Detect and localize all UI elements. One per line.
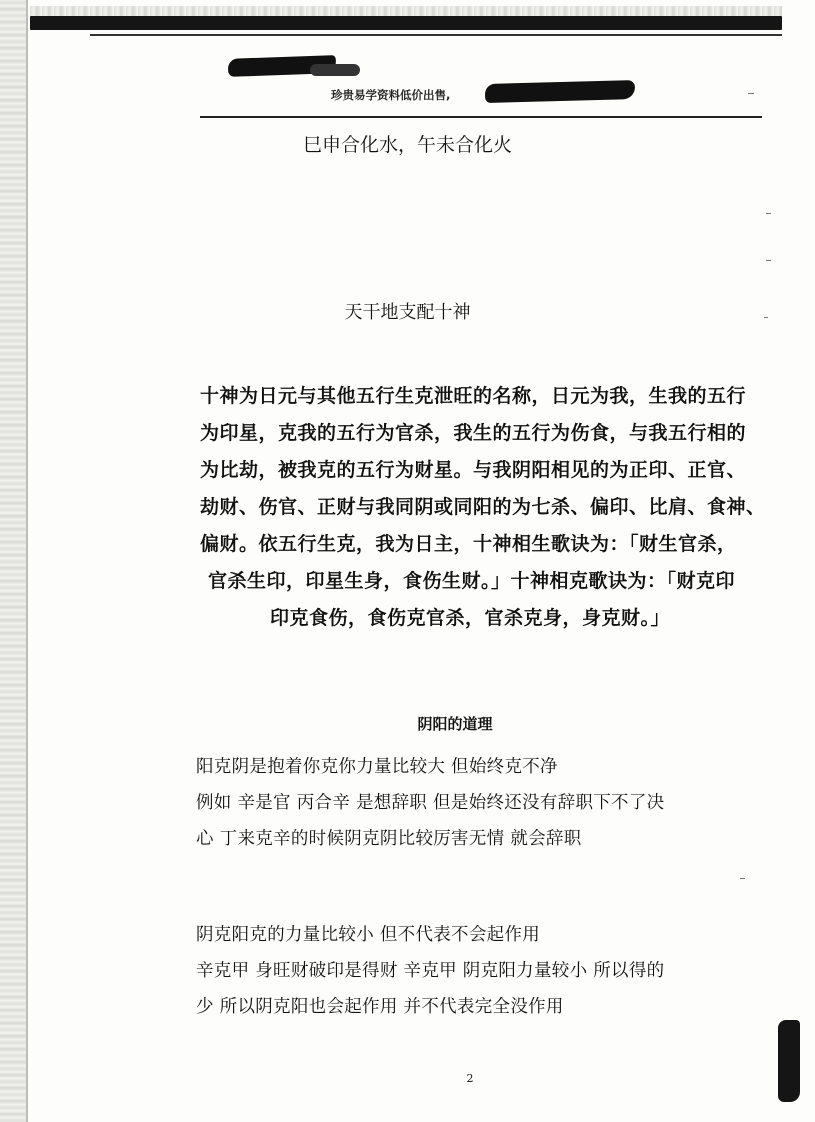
body-line: 阴克阳克的力量比较小 但不代表不会起作用 bbox=[196, 925, 541, 945]
redaction-mark-left-tail bbox=[310, 64, 360, 76]
paragraph-line: 为印星，克我的五行为官杀，我生的五行为伤食，与我五行相的 bbox=[200, 422, 747, 444]
yang-restrains-yin-block bbox=[196, 749, 776, 857]
scan-speck bbox=[766, 213, 771, 214]
page-number: 2 bbox=[466, 1072, 474, 1085]
body-line: 辛克甲 身旺财破印是得财 辛克甲 阴克阳力量较小 所以得的 bbox=[196, 961, 665, 981]
scan-speck bbox=[740, 878, 745, 879]
scan-edge-shadow bbox=[0, 0, 26, 1122]
scan-speck bbox=[748, 93, 754, 94]
ten-gods-paragraph bbox=[200, 378, 766, 637]
body-line: 例如 辛是官 丙合辛 是想辞职 但是始终还没有辞职下不了决 bbox=[196, 793, 665, 813]
header-watermark: 珍贵易学资料低价出售, bbox=[331, 88, 451, 102]
paragraph-line: 官杀生印，印星生身，食伤生财。」十神相克歌诀为：「财克印 bbox=[208, 570, 736, 592]
top-border-bar bbox=[30, 16, 782, 30]
paragraph-line: 劫财、伤官、正财与我同阴或同阳的为七杀、偏印、比肩、食神、 bbox=[200, 496, 766, 518]
section-heading-combinations: 巳申合化水，午未合化火 bbox=[302, 134, 512, 156]
section-heading-ten-gods: 天干地支配十神 bbox=[344, 302, 471, 323]
paragraph-line: 为比劫，被我克的五行为财星。与我阴阳相见的为正印、正官、 bbox=[200, 459, 747, 481]
redaction-mark-right bbox=[485, 80, 635, 103]
scan-edge-line bbox=[26, 0, 28, 1122]
section-heading-yin-yang: 阴阳的道理 bbox=[417, 715, 493, 733]
body-line: 心 丁来克辛的时候阴克阴比较厉害无情 就会辞职 bbox=[196, 829, 582, 849]
top-border-line bbox=[90, 34, 782, 36]
scan-top-noise bbox=[30, 6, 782, 16]
header-rule bbox=[200, 116, 762, 118]
scan-ink-blot bbox=[778, 1020, 800, 1102]
paragraph-line: 偏财。依五行生克，我为日主，十神相生歌诀为：「财生官杀， bbox=[200, 533, 737, 555]
body-line: 少 所以阴克阳也会起作用 并不代表完全没作用 bbox=[196, 997, 564, 1017]
paragraph-line: 印克食伤，食伤克官杀，官杀克身，身克财。」 bbox=[270, 607, 671, 629]
body-line: 阳克阴是抱着你克你力量比较大 但始终克不净 bbox=[196, 757, 558, 777]
paragraph-line: 十神为日元与其他五行生克泄旺的名称，日元为我，生我的五行 bbox=[200, 385, 747, 407]
yin-restrains-yang-block bbox=[196, 917, 776, 1025]
scan-speck bbox=[766, 260, 771, 261]
scan-speck bbox=[764, 317, 768, 318]
